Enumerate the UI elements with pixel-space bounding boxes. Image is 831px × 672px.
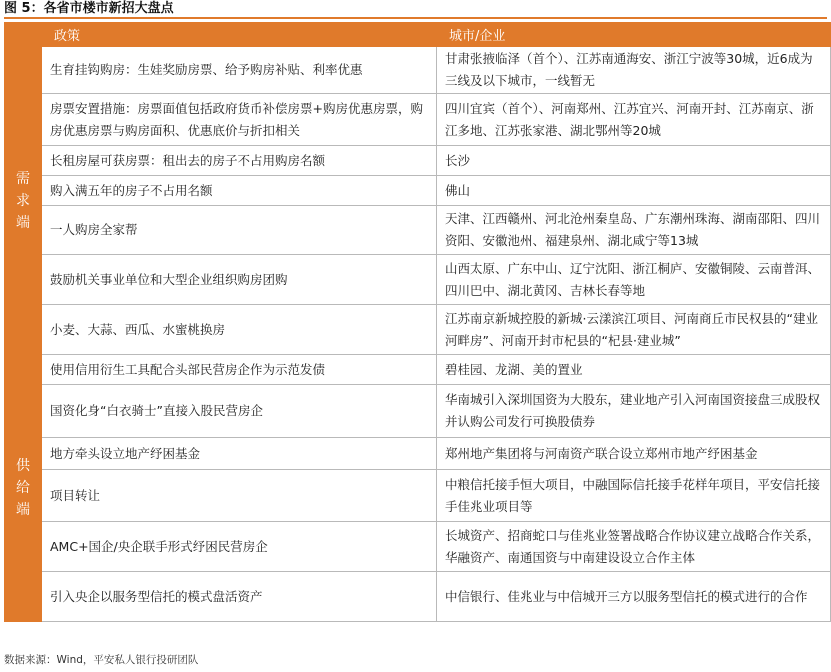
- cities-cell: 长城资产、招商蛇口与佳兆业签署战略合作协议建立战略合作关系，华融资产、南通国资与中南建设设立合作主体: [437, 522, 831, 572]
- policy-cell: 地方牵头设立地产纾困基金: [42, 438, 437, 470]
- cities-cell: 郑州地产集团将与河南资产联合设立郑州市地产纾困基金: [437, 438, 831, 470]
- table-row: [5, 305, 831, 355]
- cities-cell: 中粮信托接手恒大项目，中融国际信托接手花样年项目，平安信托接手佳兆业项目等: [437, 470, 831, 522]
- header-policy: 政策: [42, 23, 437, 47]
- figure-title: 图 5：各省市楼市新招大盘点: [4, 0, 827, 19]
- policy-cell: 使用信用衍生工具配合头部民营房企作为示范发债: [42, 355, 437, 385]
- table-row: [5, 94, 831, 146]
- header-cities: 城市/企业: [437, 23, 831, 47]
- policy-cell: AMC+国企/央企联手形式纾困民营房企: [42, 522, 437, 572]
- policy-cell: 长租房屋可获房票：租出去的房子不占用购房名额: [42, 146, 437, 176]
- cities-cell: 长沙: [437, 146, 831, 176]
- table-header-row: [5, 23, 831, 47]
- table-row: [5, 176, 831, 206]
- policy-cell: 国资化身“白衣骑士”直接入股民营房企: [42, 385, 437, 438]
- cities-cell: 中信银行、佳兆业与中信城开三方以服务型信托的模式进行的合作: [437, 572, 831, 622]
- policy-table: [4, 22, 831, 622]
- section-label-demand: 需求端: [5, 47, 42, 355]
- policy-cell: 房票安置措施：房票面值包括政府货币补偿房票+购房优惠房票，购房优惠房票与购房面积、优惠底价与折扣相关: [42, 94, 437, 146]
- cities-cell: 江苏南京新城控股的新城·云漾滨江项目、河南商丘市民权县的“建业河畔房”、河南开封市杞县的“杞县·建业城”: [437, 305, 831, 355]
- header-corner: [5, 23, 42, 47]
- cities-cell: 碧桂园、龙湖、美的置业: [437, 355, 831, 385]
- policy-cell: 引入央企以服务型信托的模式盘活资产: [42, 572, 437, 622]
- table-row: [5, 385, 831, 438]
- policy-cell: 生育挂钩购房：生娃奖励房票、给予购房补贴、利率优惠: [42, 47, 437, 94]
- cities-cell: 甘肃张掖临泽（首个）、江苏南通海安、浙江宁波等30城，近6成为三线及以下城市，一线暂无: [437, 47, 831, 94]
- table-row: [5, 206, 831, 255]
- cities-cell: 天津、江西赣州、河北沧州秦皇岛、广东潮州珠海、湖南邵阳、四川资阳、安徽池州、福建泉州、湖北咸宁等13城: [437, 206, 831, 255]
- table-row: [5, 355, 831, 385]
- cities-cell: 佛山: [437, 176, 831, 206]
- policy-cell: 小麦、大蒜、西瓜、水蜜桃换房: [42, 305, 437, 355]
- policy-cell: 购入满五年的房子不占用名额: [42, 176, 437, 206]
- cities-cell: 四川宜宾（首个）、河南郑州、江苏宜兴、河南开封、江苏南京、浙江多地、江苏张家港、湖北鄂州等20城: [437, 94, 831, 146]
- cities-cell: 华南城引入深圳国资为大股东，建业地产引入河南国资接盘三成股权并认购公司发行可换股债券: [437, 385, 831, 438]
- table-row: [5, 255, 831, 305]
- cities-cell: 山西太原、广东中山、辽宁沈阳、浙江桐庐、安徽铜陵、云南普洱、四川巴中、湖北黄冈、吉林长春等地: [437, 255, 831, 305]
- source-note: 数据来源：Wind，平安私人银行投研团队: [4, 654, 199, 666]
- table-row: [5, 438, 831, 470]
- table-row: [5, 47, 831, 94]
- policy-cell: 项目转让: [42, 470, 437, 522]
- table-row: [5, 572, 831, 622]
- table-row: [5, 470, 831, 522]
- table-row: [5, 146, 831, 176]
- policy-cell: 一人购房全家帮: [42, 206, 437, 255]
- section-label-supply: 供给端: [5, 355, 42, 622]
- policy-cell: 鼓励机关事业单位和大型企业组织购房团购: [42, 255, 437, 305]
- table-row: [5, 522, 831, 572]
